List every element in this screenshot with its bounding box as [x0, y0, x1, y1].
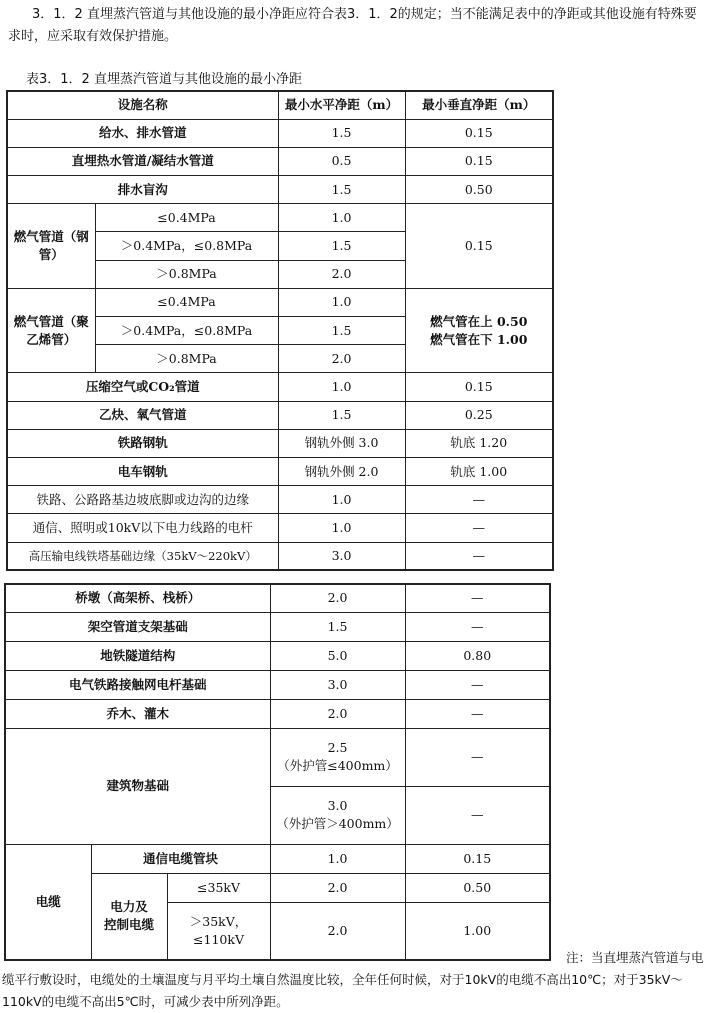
voltage-lower: ＞35kV，: [189, 913, 248, 929]
vertical-value: —: [405, 670, 550, 699]
table-row: [7, 429, 553, 457]
vertical-value: —: [405, 486, 553, 514]
table-row: [7, 119, 553, 147]
gas-below-value: 燃气管在下 1.00: [430, 331, 528, 347]
facility-name: 通信、照明或10kV以下电力线路的电杆: [7, 514, 278, 542]
vertical-value: —: [405, 584, 550, 612]
vertical-value: [405, 288, 553, 373]
table-row: [5, 612, 550, 641]
horizontal-value: 2.0: [270, 873, 405, 902]
horizontal-value: 1.0: [278, 486, 405, 514]
vertical-value: —: [405, 514, 553, 542]
table-row: [7, 288, 553, 316]
clearance-table-part-1: [6, 90, 554, 571]
facility-name: 电车钢轨: [7, 457, 278, 485]
vertical-value: 0.15: [405, 373, 553, 401]
horizontal-value: 5.0: [270, 641, 405, 670]
facility-name: 乔木、灌木: [5, 699, 270, 728]
pressure-range: ＞0.4MPa，≤0.8MPa: [95, 232, 278, 260]
vertical-value: 轨底 1.20: [405, 429, 553, 457]
table-row: [7, 514, 553, 542]
voltage-upper: ≤110kV: [193, 931, 244, 947]
pressure-range: ≤0.4MPa: [95, 288, 278, 316]
vertical-value: 0.25: [405, 401, 553, 429]
table-row: [7, 401, 553, 429]
vertical-value: 轨底 1.00: [405, 457, 553, 485]
horizontal-value: 1.0: [278, 373, 405, 401]
vertical-value: —: [405, 786, 550, 844]
horizontal-value: [270, 786, 405, 844]
table-row: [7, 373, 553, 401]
horizontal-value: 1.0: [270, 844, 405, 873]
facility-name: 电气铁路接触网电杆基础: [5, 670, 270, 699]
vertical-value: —: [405, 542, 553, 570]
pressure-range: ＞0.8MPa: [95, 345, 278, 373]
horizontal-value: 1.5: [278, 401, 405, 429]
facility-name: 给水、排水管道: [7, 119, 278, 147]
vertical-value: 0.15: [405, 204, 553, 289]
horizontal-value: 2.0: [270, 902, 405, 960]
horizontal-value: 1.5: [278, 317, 405, 345]
table-note: 注：当直埋蒸汽管道与电缆平行敷设时，电缆处的土壤温度与月平均土壤自然温度比较，全年任何时候，对于10kV的电缆不高出10℃；对于35kV～110kV的电缆不高出5℃时，可减少表中所列净距。: [2, 950, 704, 1009]
building-foundation-label: 建筑物基础: [5, 728, 270, 844]
pressure-range: ≤0.4MPa: [95, 204, 278, 232]
facility-name: 地铁隧道结构: [5, 641, 270, 670]
table-row: [7, 204, 553, 232]
horizontal-value: 0.5: [278, 147, 405, 175]
facility-name: 铁路、公路路基边坡底脚或边沟的边缘: [7, 486, 278, 514]
table-row: [7, 542, 553, 570]
clause-text: 直埋蒸汽管道与其他设施的最小净距应符合表3．1．2的规定；当不能满足表中的净距或其他设施有特殊要求时，应采取有效保护措施。: [8, 7, 697, 44]
vertical-value: —: [405, 612, 550, 641]
facility-name: 高压输电线铁塔基础边缘（35kV～220kV）: [7, 542, 278, 570]
clearance-table-part-2: [4, 583, 551, 961]
gas-pe-group: 燃气管道（聚乙烯管）: [7, 288, 95, 373]
table-row: [5, 728, 550, 786]
horizontal-value: 3.0: [278, 542, 405, 570]
vertical-value: —: [405, 728, 550, 786]
vertical-value: 1.00: [405, 902, 550, 960]
pressure-range: ＞0.8MPa: [95, 260, 278, 288]
vertical-value: 0.15: [405, 119, 553, 147]
facility-name: 架空管道支架基础: [5, 612, 270, 641]
building-note: （外护管≤400mm）: [277, 758, 398, 773]
horizontal-value: 2.0: [278, 345, 405, 373]
gas-steel-group: 燃气管道（钢管）: [7, 204, 95, 289]
table-row: [5, 699, 550, 728]
horizontal-value: 2.0: [278, 260, 405, 288]
gas-above-value: 燃气管在上 0.50: [430, 313, 528, 329]
vertical-value: —: [405, 699, 550, 728]
facility-name: 乙炔、氧气管道: [7, 401, 278, 429]
table-header-row: [7, 91, 553, 119]
clause-number: 3．1．2: [32, 7, 83, 22]
header-facility: 设施名称: [7, 91, 278, 119]
horizontal-value: 1.5: [278, 176, 405, 204]
table-row: [7, 486, 553, 514]
horizontal-value: 3.0: [270, 670, 405, 699]
horizontal-value: 钢轨外侧 2.0: [278, 457, 405, 485]
vertical-value: 0.80: [405, 641, 550, 670]
table-row: [7, 176, 553, 204]
vertical-value: 0.15: [405, 844, 550, 873]
table-row: [7, 147, 553, 175]
facility-name: 直埋热水管道/凝结水管道: [7, 147, 278, 175]
facility-name: 压缩空气或CO₂管道: [7, 373, 278, 401]
horizontal-value: 1.5: [278, 232, 405, 260]
table-row: [5, 641, 550, 670]
horizontal-value: 钢轨外侧 3.0: [278, 429, 405, 457]
vertical-value: 0.50: [405, 176, 553, 204]
horizontal-value: 1.0: [278, 514, 405, 542]
horizontal-value: 1.5: [278, 119, 405, 147]
facility-name: 排水盲沟: [7, 176, 278, 204]
horizontal-value: 2.0: [270, 584, 405, 612]
building-value: 3.0: [327, 798, 348, 813]
horizontal-value: 2.0: [270, 699, 405, 728]
building-note: （外护管＞400mm）: [276, 816, 399, 831]
facility-name: 通信电缆管块: [91, 844, 270, 873]
power-cable-label-line1: 电力及: [110, 899, 148, 915]
horizontal-value: 1.0: [278, 288, 405, 316]
pressure-range: ＞0.4MPa，≤0.8MPa: [95, 317, 278, 345]
facility-name: 桥墩（高架桥、栈桥）: [5, 584, 270, 612]
header-horizontal: 最小水平净距（m）: [278, 91, 405, 119]
header-vertical: 最小垂直净距（m）: [405, 91, 553, 119]
table-row: [5, 584, 550, 612]
table-caption: 表3．1．2 直埋蒸汽管道与其他设施的最小净距: [26, 72, 302, 87]
horizontal-value: [270, 728, 405, 786]
building-value: 2.5: [327, 740, 348, 755]
horizontal-value: 1.5: [270, 612, 405, 641]
table-row: [5, 844, 550, 873]
cable-group-label: 电缆: [5, 844, 91, 960]
voltage-range: ≤35kV: [167, 873, 270, 902]
table-row: [7, 457, 553, 485]
facility-name: 铁路钢轨: [7, 429, 278, 457]
vertical-value: 0.15: [405, 147, 553, 175]
table-row: [5, 670, 550, 699]
intro-paragraph: [8, 4, 704, 48]
horizontal-value: 1.0: [278, 204, 405, 232]
vertical-value: 0.50: [405, 873, 550, 902]
power-cable-label-line2: 控制电缆: [103, 917, 154, 933]
